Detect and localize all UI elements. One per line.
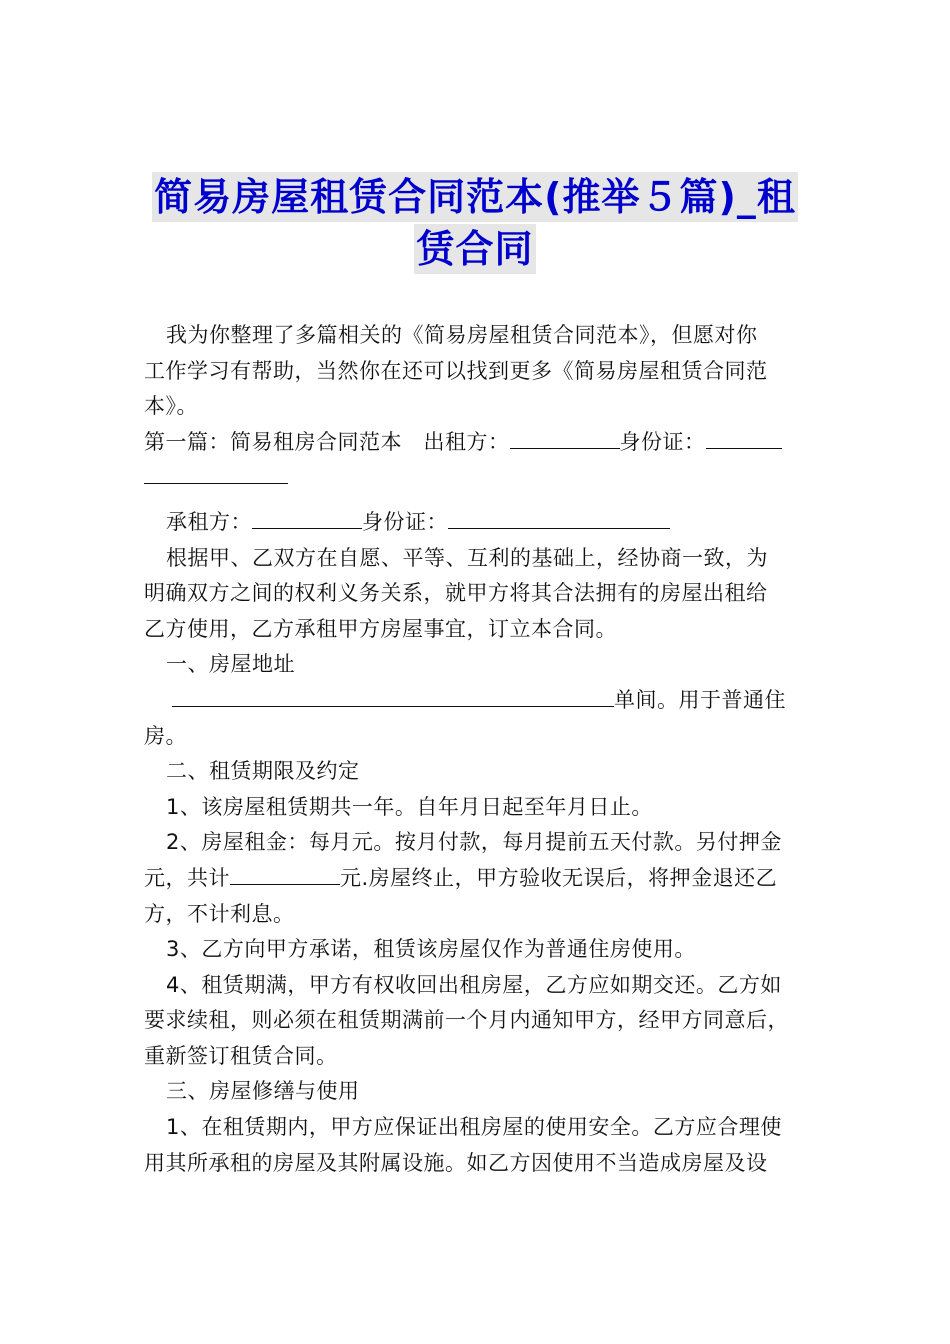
lessee-id-blank [448,506,670,529]
lessor-id-continued [144,460,810,496]
clause-2-2-line-2 [144,861,810,897]
clause-2-4-line-2: 要求续租，则必须在租赁期满前一个月内通知甲方，经甲方同意后， [144,1008,789,1033]
clause-2-1: 1、该房屋租赁期共一年。自年月日起至年月日止。 [166,794,653,819]
preamble-line-3: 乙方使用，乙方承租甲方房屋事宜，订立本合同。 [144,616,617,641]
address-line [144,683,810,719]
preamble-line-2: 明确双方之间的权利义务关系，就甲方将其合法拥有的房屋出租给 [144,581,768,606]
section-1-heading: 一、房屋地址 [166,652,295,677]
lessor-id-blank [706,426,782,449]
title-line-1: 简易房屋租赁合同范本(推举５篇)_租 [152,172,798,222]
lessee-label: 承租方： [166,509,252,534]
document-title [0,172,950,276]
lessor-name-blank [510,426,620,449]
address-line-2: 房。 [144,723,187,748]
section-2-heading: 二、租赁期限及约定 [166,759,360,784]
lessee-id-label: 身份证： [362,509,448,534]
lessor-line [144,425,810,461]
intro-line-3: 本》。 [144,394,198,419]
clause-2-2-line-3: 方，不计利息。 [144,901,295,926]
intro-line-2: 工作学习有帮助，当然你在还可以找到更多《简易房屋租赁合同范 [144,358,768,383]
clause-2-4-line-1: 4、租赁期满，甲方有权收回出租房屋，乙方应如期交还。乙方如 [166,972,782,997]
clause-3-1-line-2: 用其所承租的房屋及其附属设施。如乙方因使用不当造成房屋及设 [144,1150,768,1175]
clause-2-2-line-1: 2、房屋租金：每月元。按月付款，每月提前五天付款。另付押金 [166,830,782,855]
clause-2-4-line-3: 重新签订租赁合同。 [144,1043,338,1068]
clause-2-2-prefix: 元，共计 [144,865,230,890]
section-3-heading: 三、房屋修缮与使用 [166,1079,360,1104]
document-body [144,318,810,1181]
deposit-blank [230,862,340,885]
address-tail: 单间。用于普通住 [614,687,786,712]
clause-2-2-suffix: 元.房屋终止，甲方验收无误后，将押金退还乙 [340,865,778,890]
address-blank [172,684,614,707]
lessee-name-blank [252,506,362,529]
lessee-line [144,505,810,541]
lessor-id-blank-2 [144,461,288,484]
clause-3-1-line-1: 1、在租赁期内，甲方应保证出租房屋的使用安全。乙方应合理使 [166,1115,782,1140]
lessor-id-label: 身份证： [619,429,706,454]
intro-line-1: 我为你整理了多篇相关的《简易房屋租赁合同范本》，但愿对你 [166,323,758,347]
title-line-2: 赁合同 [414,224,535,274]
lessor-label: 第一篇：简易租房合同范本 出租方： [144,429,510,454]
preamble-line-1: 根据甲、乙双方在自愿、平等、互利的基础上，经协商一致，为 [166,545,768,570]
clause-2-3: 3、乙方向甲方承诺，租赁该房屋仅作为普通住房使用。 [166,937,696,962]
